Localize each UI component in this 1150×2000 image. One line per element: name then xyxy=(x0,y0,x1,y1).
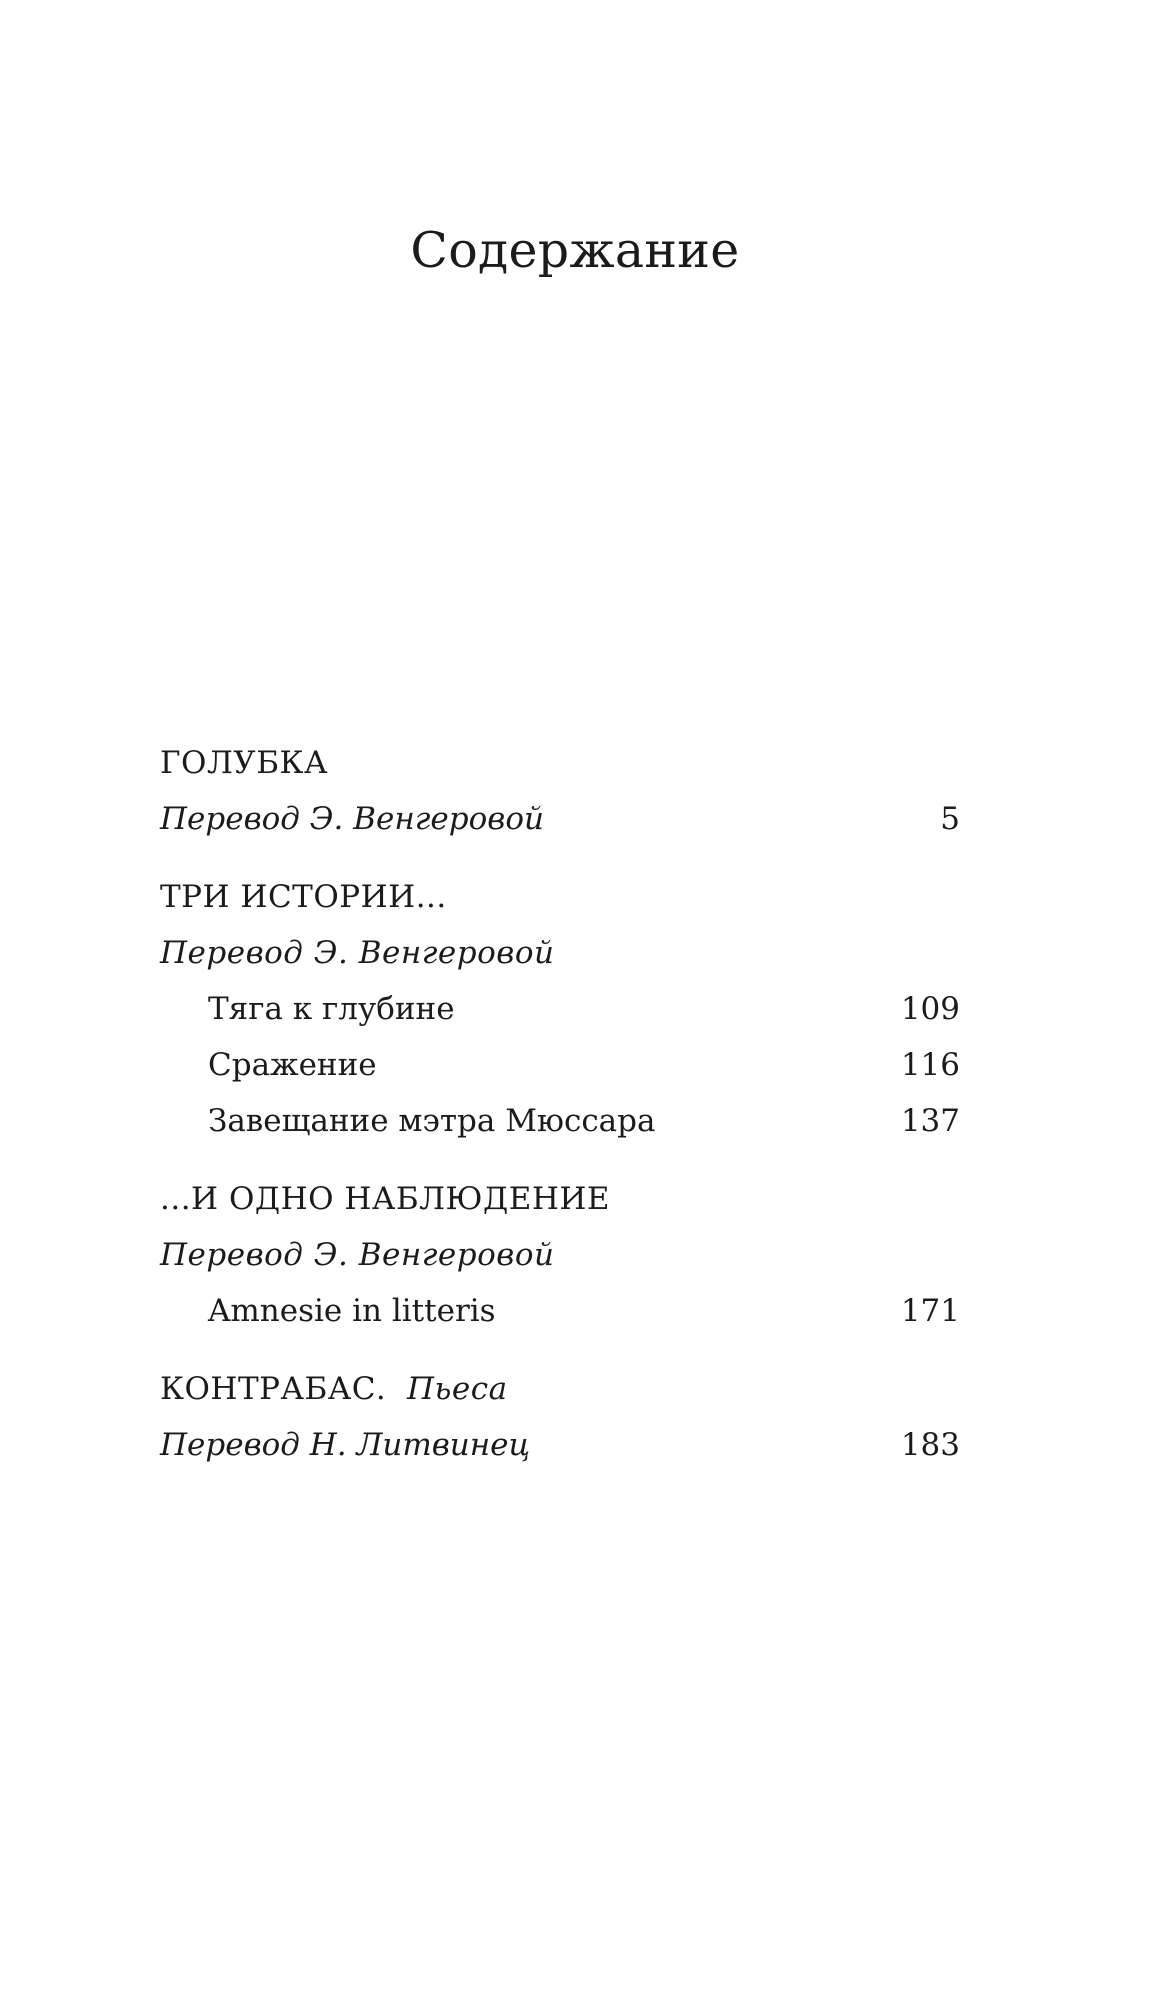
toc-entry[interactable] xyxy=(160,1283,960,1339)
toc-page-number: 109 xyxy=(900,991,960,1027)
toc-section-kontrabas xyxy=(160,1361,960,1473)
toc-entry-title: Завещание мэтра Мюссара xyxy=(208,1103,656,1139)
table-of-contents xyxy=(160,735,960,1495)
page-title: Содержание xyxy=(410,222,740,279)
toc-section-translator: Перевод Э. Венгеровой xyxy=(160,935,555,971)
toc-section-heading: ТРИ ИСТОРИИ... xyxy=(160,879,447,915)
toc-page-number: 137 xyxy=(900,1103,960,1139)
toc-entry-title: Сражение xyxy=(208,1047,377,1083)
toc-section-heading: КОНТРАБАС. xyxy=(160,1371,387,1407)
toc-entry-translator: Перевод Н. Литвинец xyxy=(160,1427,531,1463)
toc-entry-title: Amnesie in litteris xyxy=(208,1293,496,1329)
toc-entry-translator: Перевод Э. Венгеровой xyxy=(160,801,544,837)
toc-section-golubka xyxy=(160,735,960,847)
toc-section-translator: Перевод Э. Венгеровой xyxy=(160,1237,555,1273)
toc-section-heading: ГОЛУБКА xyxy=(160,745,328,781)
toc-entry-title: Тяга к глубине xyxy=(208,991,455,1027)
toc-entry[interactable] xyxy=(160,1417,960,1473)
toc-section-heading-note: Пьеса xyxy=(396,1371,508,1407)
toc-entry[interactable] xyxy=(160,1093,960,1149)
toc-entry[interactable] xyxy=(160,1037,960,1093)
toc-section-heading: ...И ОДНО НАБЛЮДЕНИЕ xyxy=(160,1181,611,1217)
toc-page-number: 171 xyxy=(900,1293,960,1329)
toc-page-number: 5 xyxy=(940,801,960,837)
toc-entry[interactable] xyxy=(160,791,960,847)
toc-section-heading-row xyxy=(160,1361,960,1417)
toc-page-number: 116 xyxy=(900,1047,960,1083)
toc-entry[interactable] xyxy=(160,981,960,1037)
toc-page-number: 183 xyxy=(900,1427,960,1463)
toc-section-tri-istorii xyxy=(160,869,960,1149)
toc-section-odno-nablyudenie xyxy=(160,1171,960,1339)
